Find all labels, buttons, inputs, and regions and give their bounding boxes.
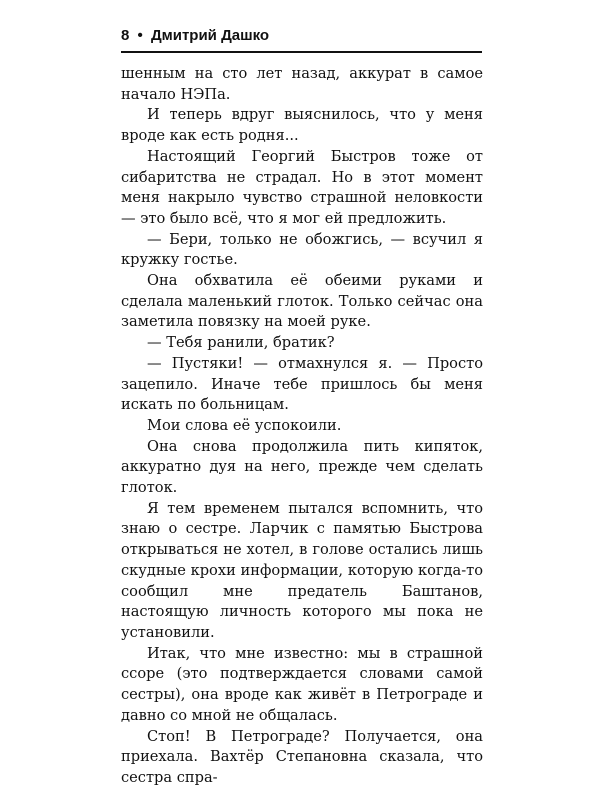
paragraph: Она снова продолжила пить кипяток, аккуратно дуя на него, прежде чем сделать глоток. [121, 437, 483, 497]
running-header [121, 27, 482, 53]
page-number: 8 [121, 27, 130, 44]
paragraph: Итак, что мне известно: мы в страшной ссоре (это подтверждается словами самой сестры), она вроде как живёт в Петрограде и давно со мной не общалась. [121, 644, 483, 724]
paragraph: — Бери, только не обожгись, — всучил я кружку гостье. [121, 230, 483, 269]
paragraph: шенным на сто лет назад, аккурат в самое начало НЭПа. [121, 65, 483, 103]
paragraph: Стоп! В Петрограде? Получается, она приехала. Вахтёр Степановна сказала, что сестра спра- [121, 727, 483, 786]
header-separator: • [137, 27, 143, 44]
paragraph: — Тебя ранили, братик? [147, 334, 335, 352]
paragraph: Я тем временем пытался вспомнить, что знаю о сестре. Ларчик с памятью Быстрова открываться не хотел, в голове остались лишь скудные крохи информации, которую когда-то сообщил мне предатель Баштанов, настоящую личность которого мы пока не установили. [121, 499, 483, 641]
paragraph: И теперь вдруг выяснилось, что у меня вроде как есть родня... [121, 106, 483, 145]
paragraph: Она обхватила её обеими руками и сделала маленький глоток. Только сейчас она заметила повязку на моей руке. [121, 272, 483, 331]
paragraph: — Пустяки! — отмахнулся я. — Просто зацепило. Иначе тебе пришлось бы меня искать по больницам. [121, 354, 483, 414]
author-name: Дмитрий Дашко [150, 27, 270, 44]
body-text [121, 64, 483, 789]
paragraph: Настоящий Георгий Быстров тоже от сибаритства не страдал. Но в этот момент меня накрыло чувство страшной неловкости — это было всё, что я мог ей предложить. [121, 147, 483, 227]
paragraph: Мои слова её успокоили. [147, 416, 342, 434]
